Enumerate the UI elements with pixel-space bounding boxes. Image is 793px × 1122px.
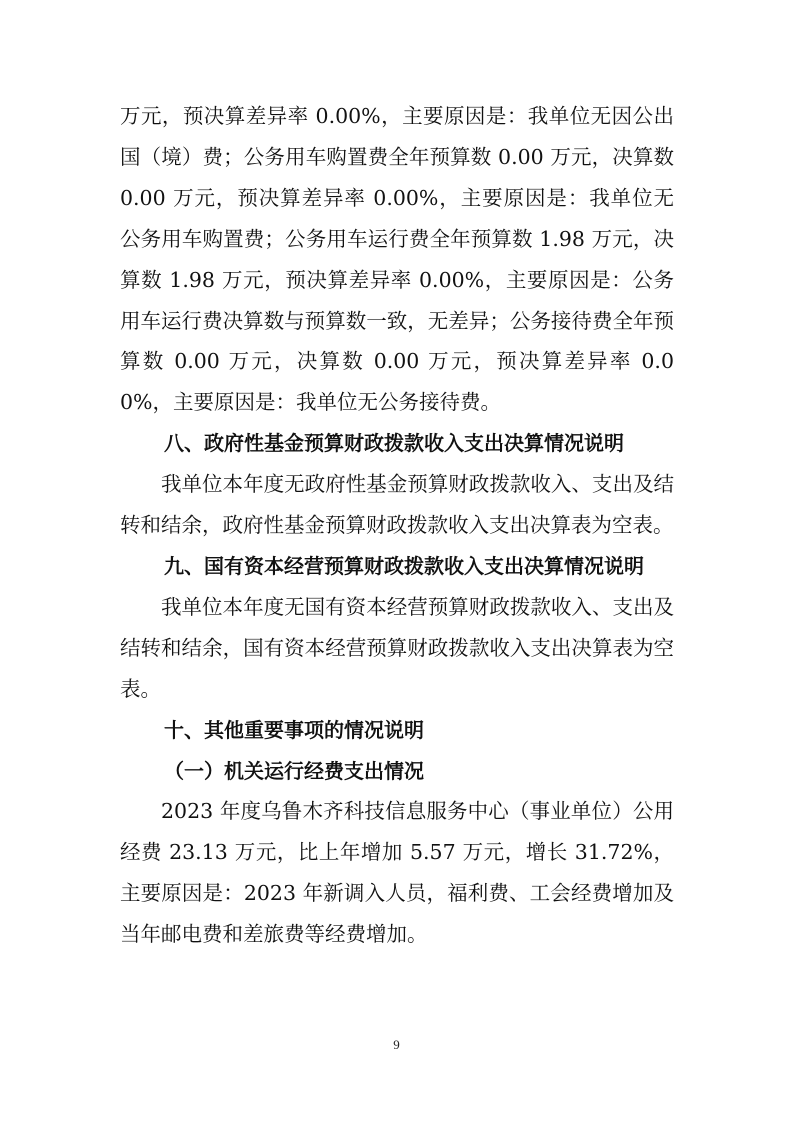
document-body <box>120 96 674 955</box>
paragraph-public-expenses: 万元，预决算差异率 0.00%，主要原因是：我单位无因公出国（境）费；公务用车购置费全年预算数 0.00 万元，决算数 0.00 万元，预决算差异率 0.00%，主要原因是：我单位无公务用车购置费；公务用车运行费全年预算数 1.98 万元，决算数 1.98 万元，预决算差异率 0.00%，主要原因是：公务用车运行费决算数与预算数一致，无差异；公务接待费全年预算数 0.00 万元，决算数 0.00 万元，预决算差异率 0.00%，主要原因是：我单位无公务接待费。 <box>120 104 674 415</box>
heading-section-10: 十、其他重要事项的情况说明 <box>164 717 424 742</box>
heading-section-8: 八、政府性基金预算财政拨款收入支出决算情况说明 <box>164 431 624 456</box>
heading-section-9: 九、国有资本经营预算财政拨款收入支出决算情况说明 <box>164 553 644 578</box>
paragraph-section-8: 我单位本年度无政府性基金预算财政拨款收入、支出及结转和结余，政府性基金预算财政拨款收入支出决算表为空表。 <box>120 472 674 538</box>
paragraph-section-9: 我单位本年度无国有资本经营预算财政拨款收入、支出及结转和结余，国有资本经营预算财政拨款收入支出决算表为空表。 <box>120 594 674 701</box>
page-number: 9 <box>393 1037 400 1052</box>
paragraph-section-10-1: 2023 年度乌鲁木齐科技信息服务中心（事业单位）公用经费 23.13 万元，比上年增加 5.57 万元，增长 31.72%，主要原因是：2023 年新调入人员，福利费、工会经费增加及当年邮电费和差旅费等经费增加。 <box>120 799 674 947</box>
subheading-section-10-1: （一）机关运行经费支出情况 <box>164 758 424 783</box>
